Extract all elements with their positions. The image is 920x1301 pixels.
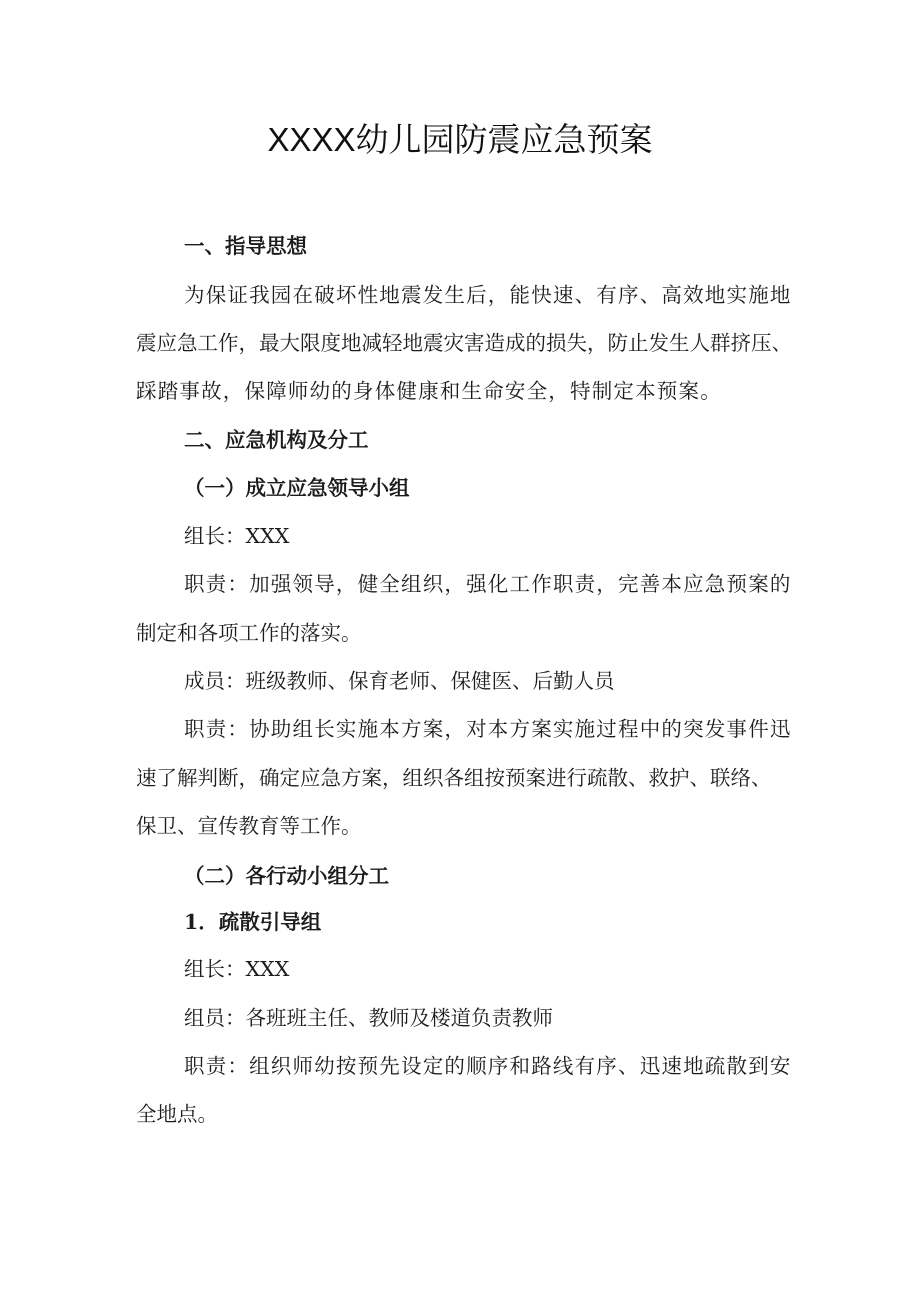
paragraph-line: 为保证我园在破坏性地震发生后，能快速、有序、高效地实施地 (184, 283, 792, 307)
paragraph-line: 踩踏事故，保障师幼的身体健康和生命安全，特制定本预案。 (136, 379, 722, 403)
subsection-heading-evacuation-group: 1．疏散引导组 (184, 910, 322, 934)
paragraph-line: 职责：组织师幼按预先设定的顺序和路线有序、迅速地疏散到安 (184, 1054, 792, 1078)
group-members-line: 组员：各班班主任、教师及楼道负责教师 (184, 1006, 553, 1030)
paragraph-line: 速了解判断，确定应急方案，组织各组按预案进行疏散、救护、联络、 (136, 766, 772, 790)
members-line: 成员：班级教师、保育老师、保健医、后勤人员 (184, 669, 615, 693)
section-heading-guiding-principle: 一、指导思想 (184, 234, 307, 258)
document-title: XXXX幼儿园防震应急预案 (267, 121, 653, 158)
group-leader-line: 组长：XXX (184, 957, 290, 981)
subsection-heading-action-groups: （二）各行动小组分工 (184, 864, 389, 888)
subsection-heading-leadership-group: （一）成立应急领导小组 (184, 476, 410, 500)
paragraph-line: 制定和各项工作的落实。 (136, 621, 362, 645)
section-heading-emergency-organization: 二、应急机构及分工 (184, 428, 369, 452)
paragraph-line: 职责：协助组长实施本方案，对本方案实施过程中的突发事件迅 (184, 717, 792, 741)
paragraph-line: 震应急工作，最大限度地减轻地震灾害造成的损失，防止发生人群挤压、 (136, 331, 792, 355)
paragraph-line: 保卫、宣传教育等工作。 (136, 814, 362, 838)
group-leader-line: 组长：XXX (184, 524, 290, 548)
paragraph-line: 职责：加强领导，健全组织，强化工作职责，完善本应急预案的 (184, 572, 792, 596)
paragraph-line: 全地点。 (136, 1102, 218, 1126)
